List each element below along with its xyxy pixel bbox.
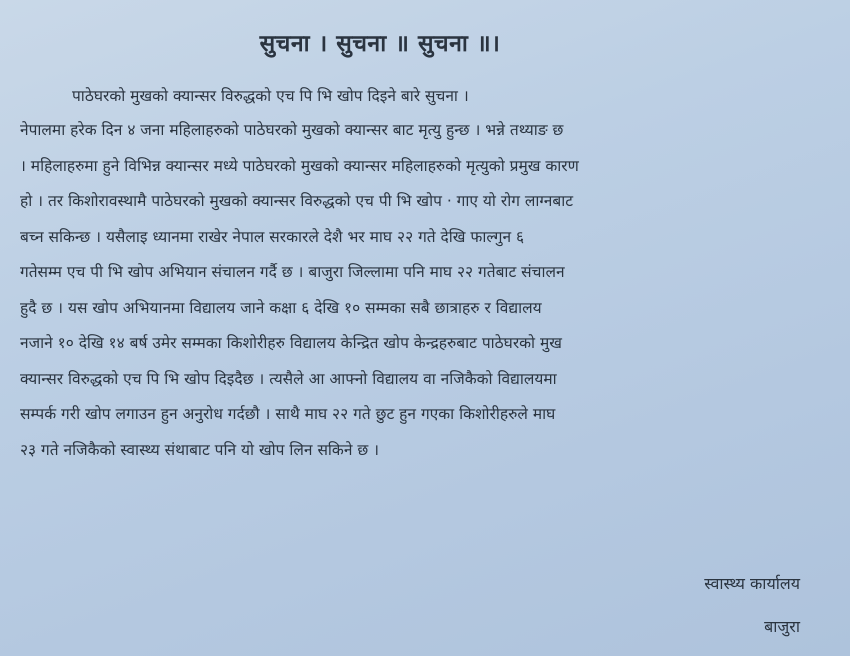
body-line: सम्पर्क गरी खोप लगाउन हुन अनुरोध गर्दछौ । साथै माघ २२ गते छुट हुन गएका किशोरीहरुले माघ bbox=[20, 405, 556, 423]
body-line: नेपालमा हरेक दिन ४ जना महिलाहरुको पाठेघरको मुखको क्यान्सर बाट मृत्यु हुन्छ । भन्ने तथ्याङ छ bbox=[20, 121, 564, 139]
notice-body bbox=[20, 113, 820, 468]
notice-title: सुचना । सुचना ॥ सुचना ॥। bbox=[259, 31, 501, 57]
body-line: हो । तर किशोरावस्थामै पाठेघरको मुखको क्यान्सर विरुद्धको एच पी भि खोप · गाए यो रोग लाग्नबाट bbox=[20, 192, 574, 210]
body-line: नजाने १० देखि १४ बर्ष उमेर सम्मका किशोरीहरु विद्यालय केन्द्रित खोप केन्द्रहरुबाट पाठेघरको मुख bbox=[20, 334, 562, 352]
signature-office: स्वास्थ्य कार्यालय bbox=[704, 574, 800, 593]
body-line: २३ गते नजिकैको स्वास्थ्य संथाबाट पनि यो खोप लिन सकिने छ । bbox=[20, 440, 380, 459]
body-line: हुदै छ । यस खोप अभियानमा विद्यालय जाने कक्षा ६ देखि १० सम्मका सबै छात्राहरु र विद्यालय bbox=[20, 298, 542, 317]
notice-subject: पाठेघरको मुखको क्यान्सर विरुद्धको एच पि भि खोप दिइने बारे सुचना । bbox=[72, 87, 469, 105]
signature-block bbox=[704, 562, 800, 648]
body-line: । महिलाहरुमा हुने विभिन्न क्यान्सर मध्ये पाठेघरको मुखको क्यान्सर महिलाहरुको मृत्युको प्रमुख कारण bbox=[20, 156, 579, 175]
body-line: बच्न सकिन्छ । यसैलाइ ध्यानमा राखेर नेपाल सरकारले देशै भर माघ २२ गते देखि फाल्गुन ६ bbox=[20, 227, 525, 246]
body-line: गतेसम्म एच पी भि खोप अभियान संचालन गर्दै छ । बाजुरा जिल्लामा पनि माघ २२ गतेबाट संचालन bbox=[20, 263, 565, 281]
body-line: क्यान्सर विरुद्धको एच पि भि खोप दिइदैछ । त्यसैले आ आफ्नो विद्यालय वा नजिकैको विद्यालयमा bbox=[20, 369, 557, 388]
signature-location: बाजुरा bbox=[764, 617, 800, 636]
